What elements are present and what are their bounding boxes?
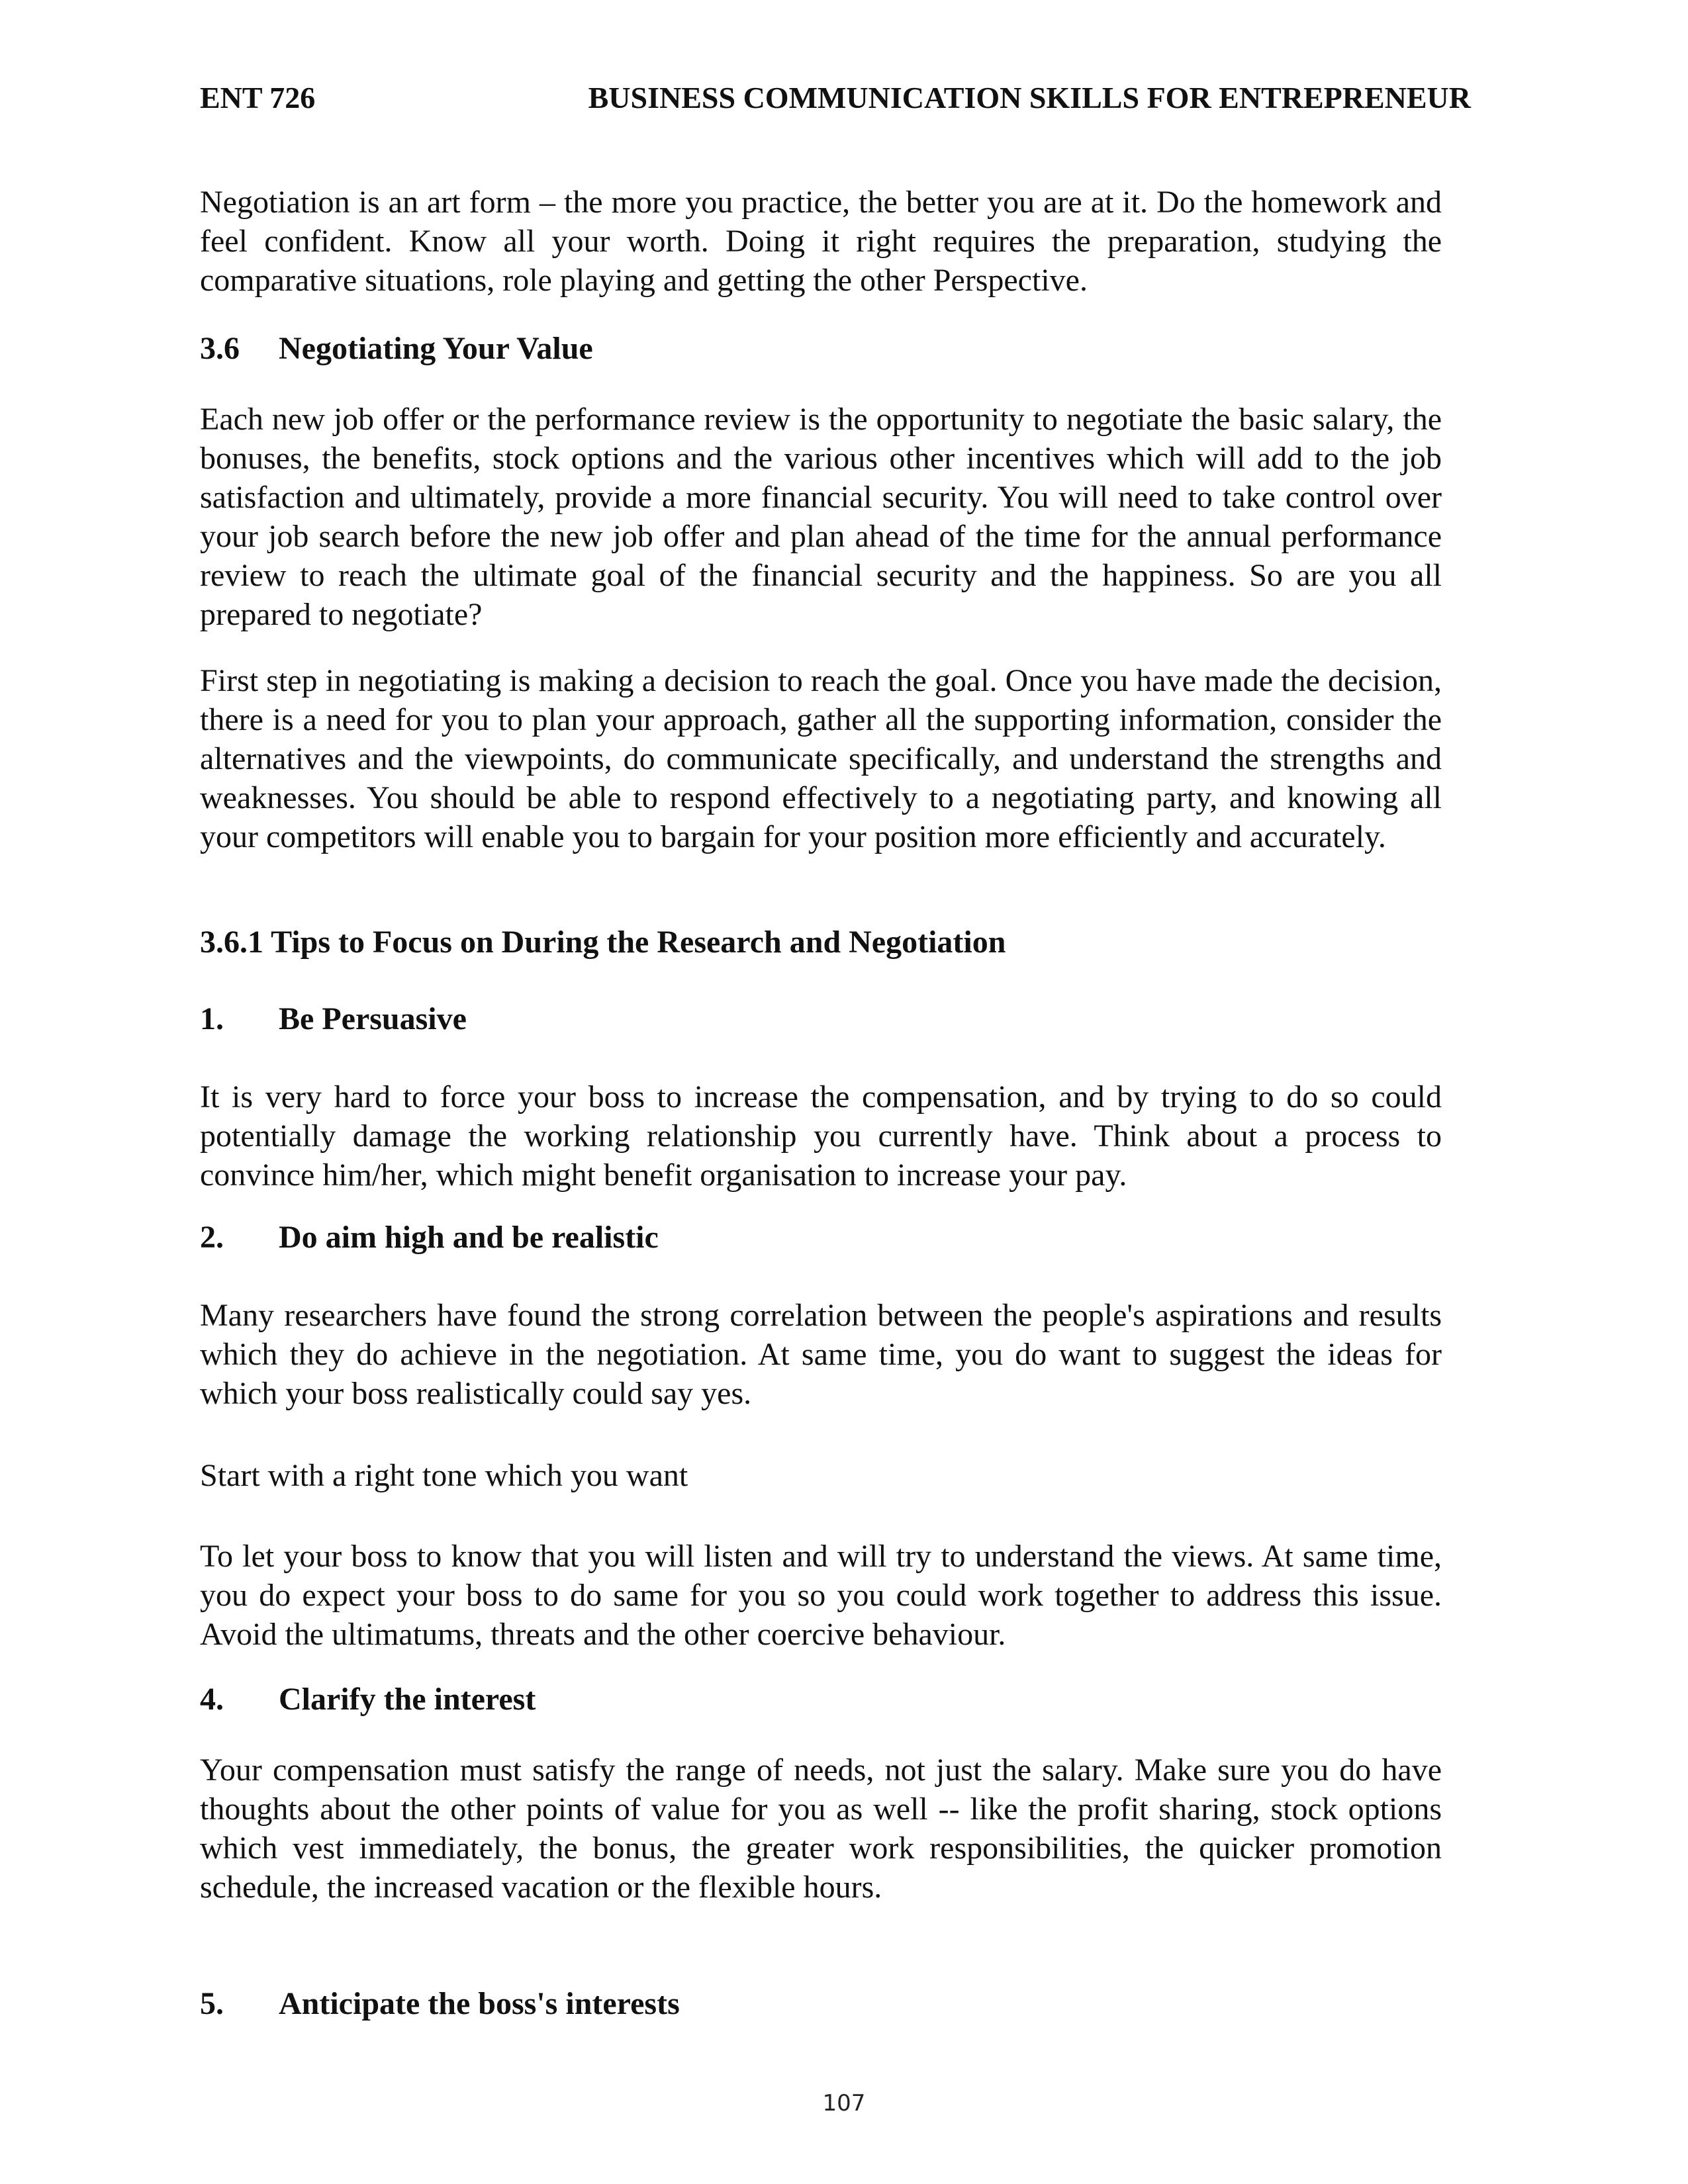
running-header: [200, 78, 1471, 118]
tip-5-heading-block: [200, 1984, 1442, 2023]
tip-1-paragraph-block: [200, 1077, 1442, 1195]
tip-heading: [200, 1680, 1442, 1719]
tip-heading: Start with a right tone which you want: [200, 1458, 688, 1493]
tip-title: Anticipate the boss's interests: [279, 1986, 680, 2021]
tip-1-heading-block: [200, 999, 1442, 1038]
section-3-6-paragraph-1-block: [200, 400, 1442, 634]
tip-title: Clarify the interest: [279, 1682, 536, 1717]
tip-heading: [200, 1218, 1442, 1257]
intro-block: [200, 183, 1442, 300]
tip-2-paragraph-block: [200, 1296, 1442, 1413]
course-code: ENT 726: [200, 81, 316, 114]
section-number: 3.6: [200, 331, 240, 366]
section-paragraph: First step in negotiating is making a decision to reach the goal. Once you have made the decision, there is a need for you to plan your approach, gather all the supporting information, consider the alternatives and the viewpoints, do communicate specifically, and understand the strengths and weaknesses. You should be able to respond effectively to a negotiating party, and knowing all your competitors will enable you to bargain for your position more efficiently and accurately.: [200, 663, 1442, 854]
intro-paragraph: Negotiation is an art form – the more you practice, the better you are at it. Do the homework and feel confident. Know all your worth. Doing it right requires the preparation, studying the comparative situations, role playing and getting the other Perspective.: [200, 185, 1442, 298]
tip-title: Do aim high and be realistic: [279, 1220, 659, 1255]
tip-paragraph: It is very hard to force your boss to increase the compensation, and by trying to do so could potentially damage the working relationship you currently have. Think about a process to convince him/her, which might benefit organisation to increase your pay.: [200, 1079, 1442, 1193]
tip-4-heading-block: [200, 1680, 1442, 1719]
section-heading: [200, 329, 1442, 368]
tip-paragraph: Your compensation must satisfy the range of needs, not just the salary. Make sure you do have thoughts about the other points of value for you as well -- like the profit sharing, stock options which vest immediately, the bonus, the greater work responsibilities, the quicker promotion schedule, the increased vacation or the flexible hours.: [200, 1752, 1442, 1905]
tip-heading: [200, 1984, 1442, 2023]
tip-number: 5.: [200, 1986, 224, 2021]
section-3-6-paragraph-2-block: [200, 661, 1442, 856]
section-title: Negotiating Your Value: [279, 331, 593, 366]
tip-4-paragraph-block: [200, 1751, 1442, 1907]
tip-number: 2.: [200, 1220, 224, 1255]
tip-3-heading-block: [200, 1456, 1442, 1495]
section-paragraph: Each new job offer or the performance review is the opportunity to negotiate the basic salary, the bonuses, the benefits, stock options and the various other incentives which will add to the job satisfaction and ultimately, provide a more financial security. You will need to take control over your job search before the new job offer and plan ahead of the time for the annual performance review to reach the ultimate goal of the financial security and the happiness. So are you all prepared to negotiate?: [200, 402, 1442, 632]
course-title: BUSINESS COMMUNICATION SKILLS FOR ENTREPRENEUR: [588, 81, 1471, 114]
tip-title: Be Persuasive: [279, 1001, 467, 1036]
tip-paragraph: To let your boss to know that you will listen and will try to understand the views. At same time, you do expect your boss to do same for you so you could work together to address this issue. Avoid the ultimatums, threats and the other coercive behaviour.: [200, 1539, 1442, 1652]
tip-paragraph: Many researchers have found the strong correlation between the people's aspirations and results which they do achieve in the negotiation. At same time, you do want to suggest the ideas for which your boss realistically could say yes.: [200, 1298, 1442, 1411]
subsection-heading: 3.6.1 Tips to Focus on During the Research and Negotiation: [200, 925, 1006, 960]
page-number: 107: [822, 2090, 866, 2116]
tip-number: 1.: [200, 1001, 224, 1036]
tip-3-paragraph-block: [200, 1537, 1442, 1654]
tip-heading: [200, 999, 1442, 1038]
page-footer: [0, 2090, 1688, 2116]
section-3-6-heading-block: [200, 329, 1442, 368]
subsection-heading-block: [200, 923, 1442, 962]
tip-2-heading-block: [200, 1218, 1442, 1257]
tip-number: 4.: [200, 1682, 224, 1717]
